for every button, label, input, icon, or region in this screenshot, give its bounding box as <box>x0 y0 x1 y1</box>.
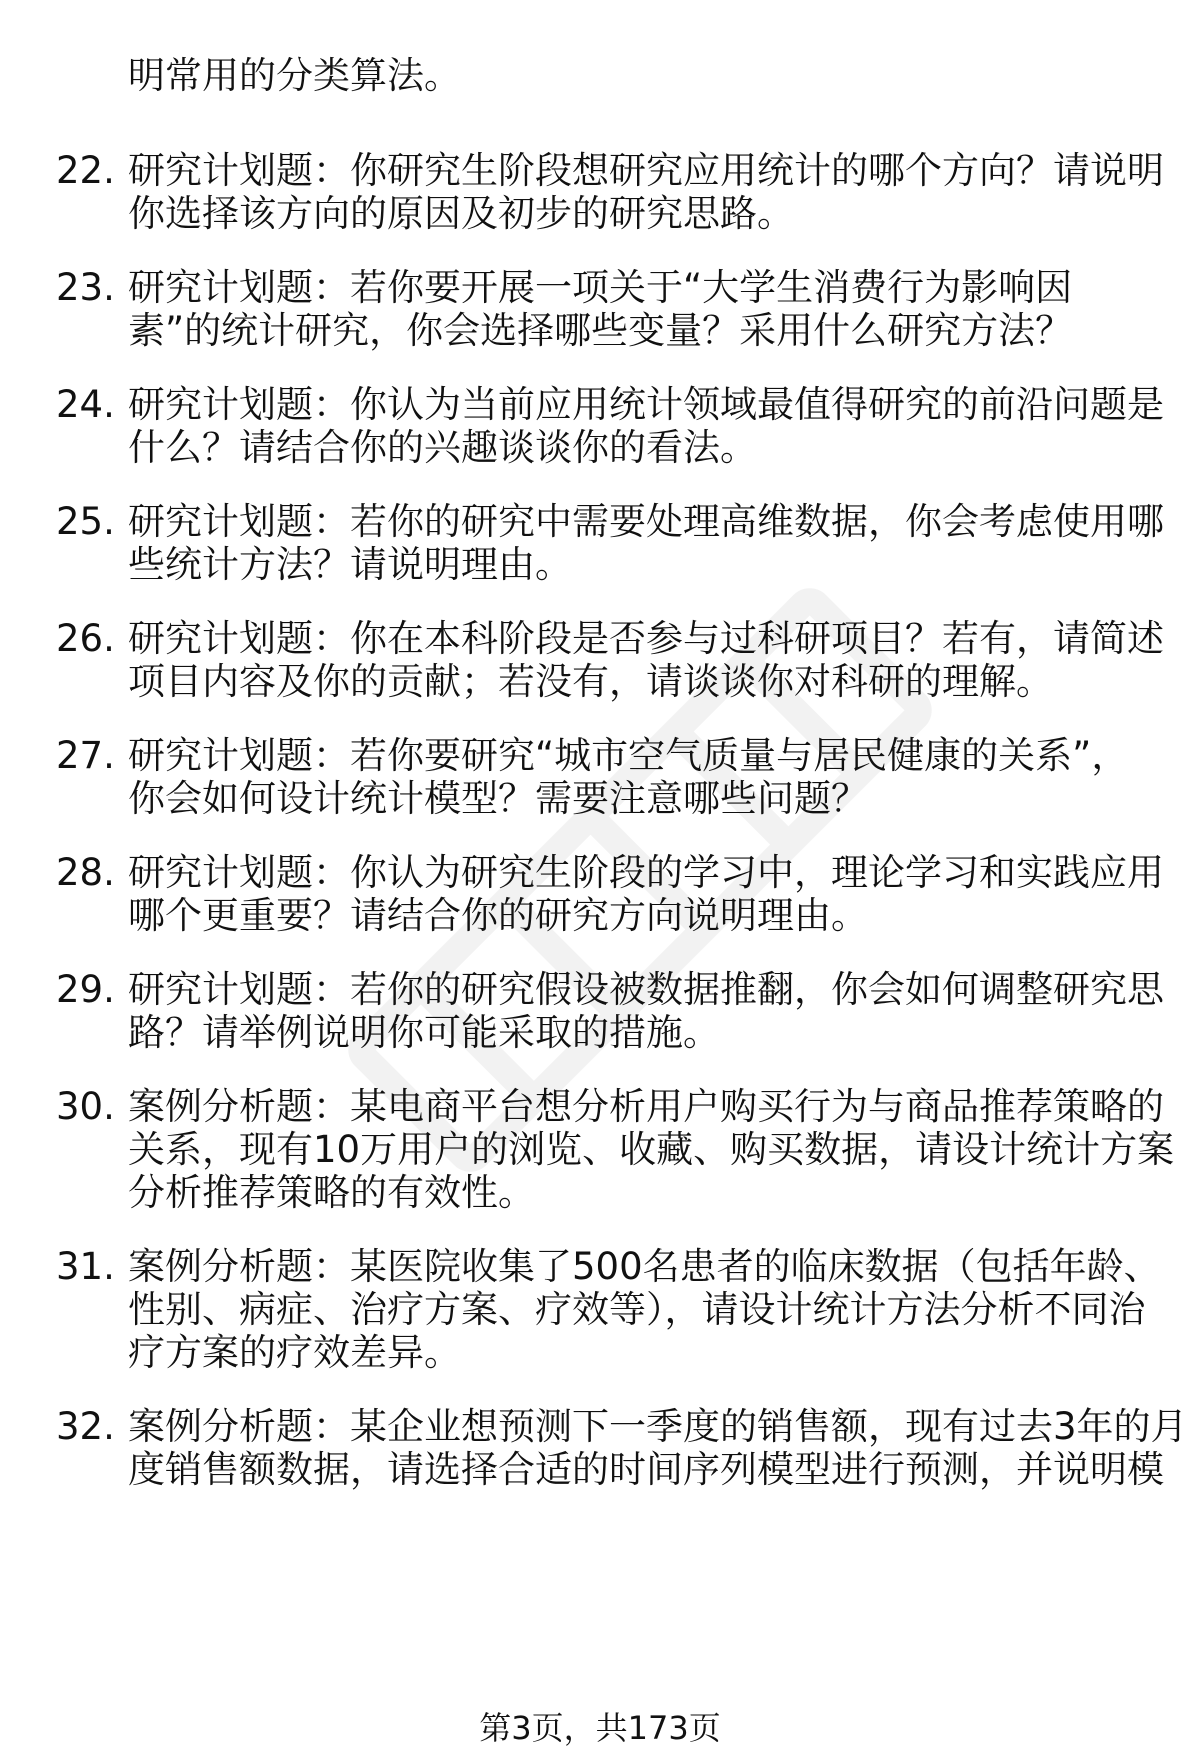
question-number: 29. <box>56 968 115 1011</box>
question-number: 31. <box>56 1245 115 1288</box>
question-number: 25. <box>56 500 115 543</box>
question-text: 什么？请结合你的兴趣谈谈你的看法。 <box>128 426 757 469</box>
question-number: 27. <box>56 734 115 777</box>
question-text: 案例分析题：某电商平台想分析用户购买行为与商品推荐策略的 <box>128 1085 1164 1128</box>
question-text: 疗方案的疗效差异。 <box>128 1331 461 1374</box>
question-text: 研究计划题：你认为研究生阶段的学习中，理论学习和实践应用 <box>128 851 1164 894</box>
question-number: 30. <box>56 1085 115 1128</box>
question-text: 路？请举例说明你可能采取的措施。 <box>128 1011 720 1054</box>
question-text: 哪个更重要？请结合你的研究方向说明理由。 <box>128 894 868 937</box>
question-number: 24. <box>56 383 115 426</box>
question-text: 度销售额数据，请选择合适的时间序列模型进行预测，并说明模 <box>128 1448 1164 1491</box>
question-text: 研究计划题：若你要开展一项关于“大学生消费行为影响因 <box>128 266 1073 309</box>
question-number: 26. <box>56 617 115 660</box>
question-text: 素”的统计研究，你会选择哪些变量？采用什么研究方法？ <box>128 309 1073 352</box>
question-text: 分析推荐策略的有效性。 <box>128 1171 535 1214</box>
question-text: 性别、病症、治疗方案、疗效等），请设计统计方法分析不同治 <box>128 1288 1146 1331</box>
question-text: 案例分析题：某企业想预测下一季度的销售额，现有过去3年的月 <box>128 1405 1188 1448</box>
question-text: 案例分析题：某医院收集了500名患者的临床数据（包括年龄、 <box>128 1245 1161 1288</box>
question-text: 研究计划题：若你要研究“城市空气质量与居民健康的关系”， <box>128 734 1129 777</box>
question-text: 你选择该方向的原因及初步的研究思路。 <box>128 192 794 235</box>
continuation-text: 明常用的分类算法。 <box>128 54 461 97</box>
question-text: 研究计划题：若你的研究假设被数据推翻，你会如何调整研究思 <box>128 968 1164 1011</box>
question-number: 28. <box>56 851 115 894</box>
question-text: 项目内容及你的贡献；若没有，请谈谈你对科研的理解。 <box>128 660 1053 703</box>
question-text: 研究计划题：你认为当前应用统计领域最值得研究的前沿问题是 <box>128 383 1164 426</box>
question-text: 你会如何设计统计模型？需要注意哪些问题？ <box>128 777 868 820</box>
question-number: 32. <box>56 1405 115 1448</box>
question-text: 关系，现有10万用户的浏览、收藏、购买数据，请设计统计方案 <box>128 1128 1175 1171</box>
question-text: 研究计划题：若你的研究中需要处理高维数据，你会考虑使用哪 <box>128 500 1164 543</box>
page-footer: 第3页，共173页 <box>479 1709 721 1747</box>
question-number: 22. <box>56 149 115 192</box>
question-text: 研究计划题：你研究生阶段想研究应用统计的哪个方向？请说明 <box>128 149 1164 192</box>
question-text: 研究计划题：你在本科阶段是否参与过科研项目？若有，请简述 <box>128 617 1164 660</box>
question-text: 些统计方法？请说明理由。 <box>128 543 572 586</box>
question-number: 23. <box>56 266 115 309</box>
